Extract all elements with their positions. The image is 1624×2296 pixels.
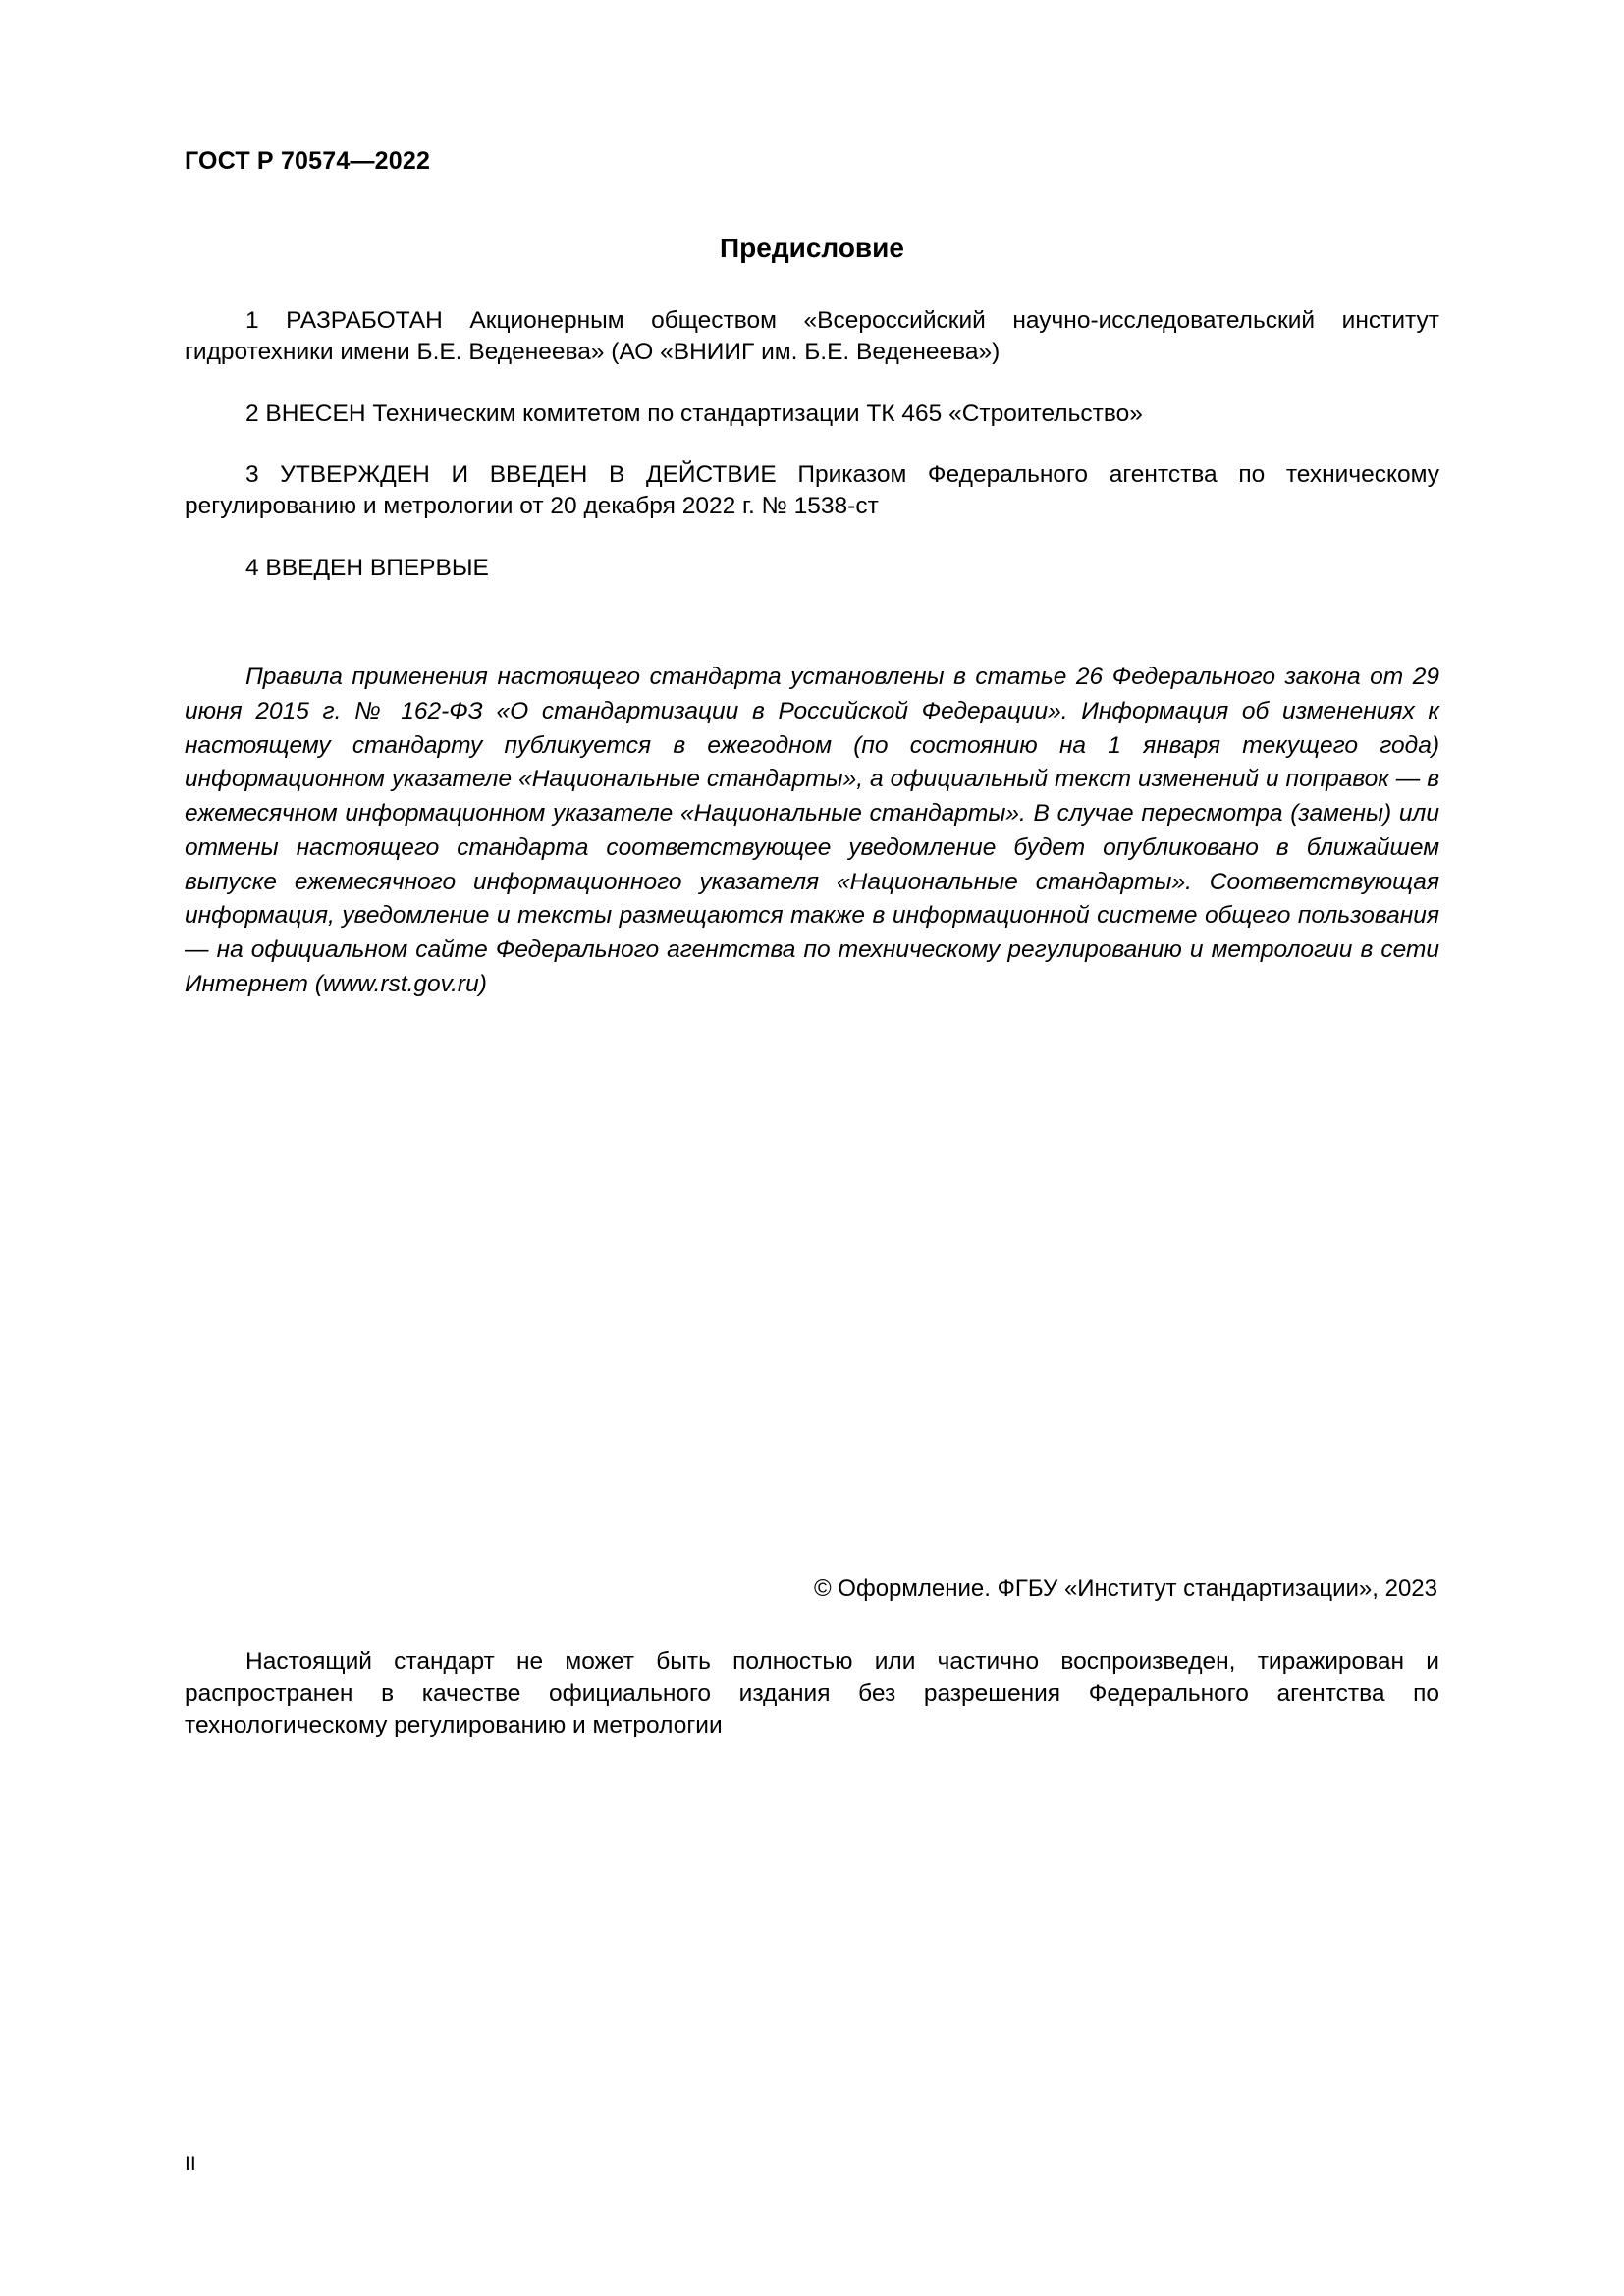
page-number: II (185, 2153, 196, 2175)
layout-spacer (185, 1026, 1439, 1575)
foreword-clause-4: 4 ВВЕДЕН ВПЕРВЫЕ (245, 554, 489, 581)
foreword-clause-3: 3 УТВЕРЖДЕН И ВВЕДЕН В ДЕЙСТВИЕ Приказом Федерального агентства по техническому регулированию и метрологии от 20 декабря 2022 г. № 1538-ст (185, 460, 1439, 520)
reproduction-restriction-note: Настоящий стандарт не может быть полностью или частично воспроизведен, тиражирован и распространен в качестве официального издания без разрешения Федерального агентства по технологическому регулированию и метрологии (185, 1648, 1439, 1738)
application-rules-note: Правила применения настоящего стандарта установлены в статье 26 Федерального закона от 29 июня 2015 г. № 162-ФЗ «О стандартизации в Российской Федерации». Информация об изменениях к настоящему стандарту публикуется в ежегодном (по состоянию на 1 января текущего года) информационном указателе «Национальные стандарты», а официальный текст изменений и поправок — в ежемесячном информационном указателе «Национальные стандарты». В случае пересмотра (замены) или отмены настоящего стандарта соответствующее уведомление будет опубликовано в ближайшем выпуске ежемесячного информационного указателя «Национальные стандарты». Соответствующая информация, уведомление и тексты размещаются также в информационной системе общего пользования — на официальном сайте Федерального агентства по техническому регулированию и метрологии в сети Интернет (www.rst.gov.ru) (185, 663, 1439, 997)
foreword-clause-1: 1 РАЗРАБОТАН Акционерным обществом «Всероссийский научно-исследовательский институт гидротехники имени Б.Е. Веденеева» (АО «ВНИИГ им. Б.Е. Веденеева») (185, 307, 1439, 366)
standard-code-header: ГОСТ Р 70574—2022 (185, 147, 431, 175)
foreword-clause-2: 2 ВНЕСЕН Техническим комитетом по стандартизации ТК 465 «Строительство» (245, 400, 1143, 427)
copyright-line: © Оформление. ФГБУ «Институт стандартизации», 2023 (813, 1575, 1437, 1603)
page-title: Предисловие (720, 233, 904, 263)
